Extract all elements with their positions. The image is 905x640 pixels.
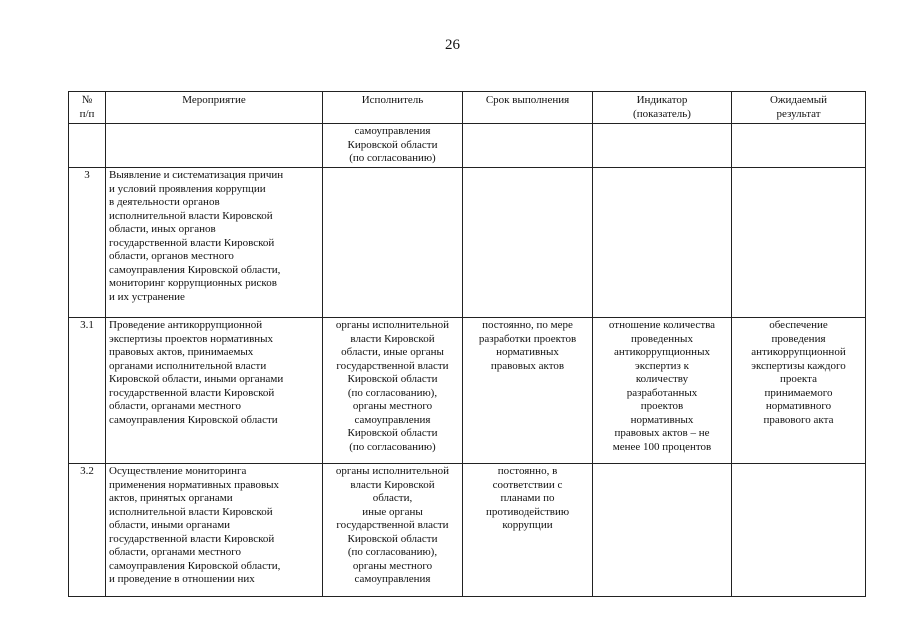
row-deadline: [463, 124, 593, 168]
row-activity: [106, 124, 323, 168]
header-executor: Исполнитель: [323, 92, 463, 124]
table-row: [69, 124, 866, 168]
row-executor: органы исполнительной власти Кировской области, иные органы государственной власти Кировской области (по согласованию), органы местного самоуправления Кировской области (по согласованию): [323, 318, 463, 464]
header-indicator: Индикатор (показатель): [593, 92, 732, 124]
row-number: 3: [69, 168, 106, 318]
table-row: [69, 318, 866, 464]
row-indicator: [593, 464, 732, 597]
row-activity: Осуществление мониторинга применения нормативных правовых актов, принятых органами исполнительной власти Кировской области, иными органами государственной власти Кировской области, органами местного самоуправления Кировской области, и проведение в отношении них: [106, 464, 323, 597]
row-deadline: [463, 168, 593, 318]
row-number: [69, 124, 106, 168]
row-number: 3.1: [69, 318, 106, 464]
table-row: [69, 464, 866, 597]
row-activity: Выявление и систематизация причин и условий проявления коррупции в деятельности органов исполнительной власти Кировской области, иных органов государственной власти Кировской области, органов местного самоуправления Кировской области, мониторинг коррупционных рисков и их устранение: [106, 168, 323, 318]
row-result: [732, 124, 866, 168]
row-result: [732, 168, 866, 318]
row-executor: [323, 168, 463, 318]
page-number: 26: [445, 37, 460, 53]
measures-table: [68, 91, 866, 597]
row-executor: самоуправления Кировской области (по согласованию): [323, 124, 463, 168]
row-deadline: постоянно, в соответствии с планами по противодействию коррупции: [463, 464, 593, 597]
row-deadline: постоянно, по мере разработки проектов нормативных правовых актов: [463, 318, 593, 464]
row-activity: Проведение антикоррупционной экспертизы проектов нормативных правовых актов, принимаемых органами исполнительной власти Кировской области, иными органами государственной власти Кировской области, органами местного самоуправления Кировской области: [106, 318, 323, 464]
row-result: [732, 464, 866, 597]
header-activity: Мероприятие: [106, 92, 323, 124]
row-indicator: [593, 168, 732, 318]
header-number: № п/п: [69, 92, 106, 124]
row-indicator: [593, 124, 732, 168]
row-executor: органы исполнительной власти Кировской области, иные органы государственной власти Кировской области (по согласованию), органы местного самоуправления: [323, 464, 463, 597]
header-result: Ожидаемый результат: [732, 92, 866, 124]
table-row: [69, 168, 866, 318]
row-result: обеспечение проведения антикоррупционной экспертизы каждого проекта принимаемого нормативного правового акта: [732, 318, 866, 464]
row-number: 3.2: [69, 464, 106, 597]
row-indicator: отношение количества проведенных антикоррупционных экспертиз к количеству разработанных проектов нормативных правовых актов – не менее 100 процентов: [593, 318, 732, 464]
table-header-row: [69, 92, 866, 124]
header-deadline: Срок выполнения: [463, 92, 593, 124]
